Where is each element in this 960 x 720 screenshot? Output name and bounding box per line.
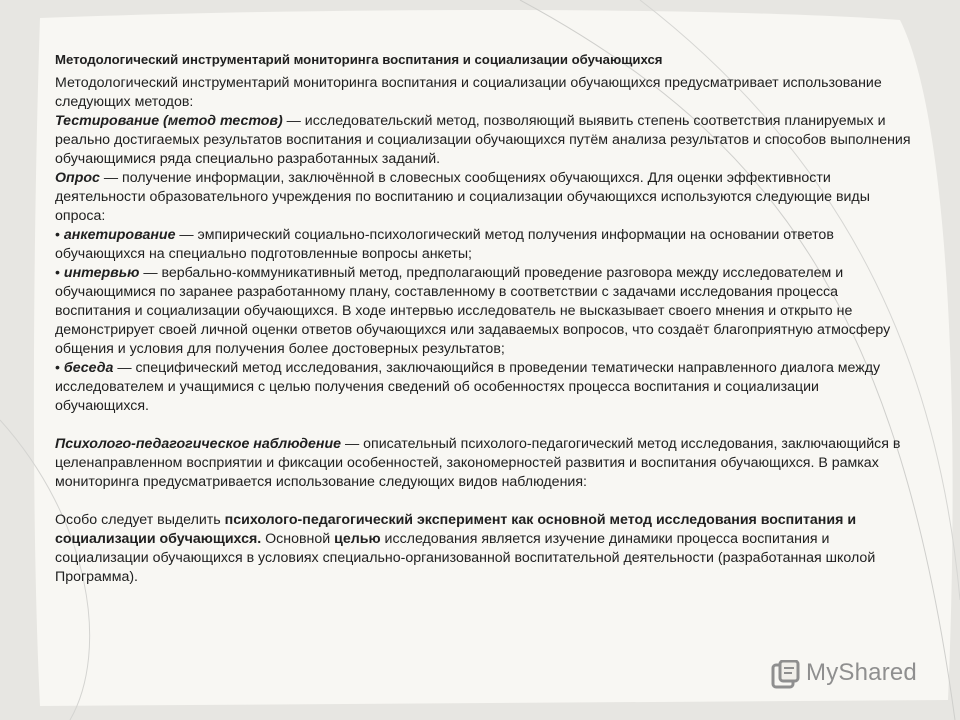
observation-text: — описательный психолого-педагогический метод исследования, заключающийся в целенаправленном восприятии и фиксации особенностей, закономерностей развития и воспитания обучающихся. В рамках мониторинга предусматривается использование следующих видов наблюдения: xyxy=(55,436,901,490)
myshared-logo xyxy=(770,656,930,696)
questionnaire-term: анкетирование xyxy=(63,227,176,243)
testing-paragraph xyxy=(55,112,915,169)
experiment-goal: целью xyxy=(334,531,381,547)
bullet: • xyxy=(55,227,64,243)
bullet: • xyxy=(55,265,64,281)
document-title: Методологический инструментарий мониторинга воспитания и социализации обучающихся xyxy=(55,52,663,67)
intro-paragraph xyxy=(55,74,915,112)
document-body xyxy=(55,50,915,587)
testing-text: — исследовательский метод, позволяющий выявить степень соответствия планируемых и реально достигаемых результатов воспитания и социализации обучающихся путём анализа результатов и способов выполнения обучающимися ряда специально разработанных заданий. xyxy=(55,113,911,167)
intro-text: Методологический инструментарий мониторинга воспитания и социализации обучающихся предусматривает использование следующих методов: xyxy=(55,75,882,110)
experiment-lead: Особо следует выделить xyxy=(55,512,225,528)
questionnaire-text: — эмпирический социально-психологический метод получения информации на основании ответов обучающихся на специально подготовленные вопросы анкеты; xyxy=(55,227,834,262)
list-item-questionnaire xyxy=(55,226,915,264)
survey-term: Опрос xyxy=(55,170,100,186)
survey-paragraph xyxy=(55,169,915,226)
conversation-text: — специфический метод исследования, заключающийся в проведении тематически направленного диалога между исследователем и учащимися с целью получения сведений об особенностях процесса воспитания и социализации обучающихся. xyxy=(55,360,881,414)
experiment-bold: психолого-педагогический эксперимент как основной метод исследования воспитания и социализации обучающихся. xyxy=(55,512,857,547)
testing-term: Тестирование (метод тестов) xyxy=(55,113,283,129)
list-item-interview xyxy=(55,264,915,359)
logo-text: MyShared xyxy=(806,659,917,686)
paragraph-gap xyxy=(55,492,915,511)
bullet: • xyxy=(55,360,64,376)
survey-text: — получение информации, заключённой в словесных сообщениях обучающихся. Для оценки эффективности деятельности образовательного учреждения по воспитанию и социализации обучающихся используются следующие виды опроса: xyxy=(55,170,870,224)
observation-term: Психолого-педагогическое наблюдение xyxy=(55,436,342,452)
logo-icon xyxy=(770,660,802,692)
list-item-conversation xyxy=(55,359,915,416)
conversation-term: беседа xyxy=(63,360,114,376)
experiment-tail: исследования является изучение динамики процесса воспитания и социализации обучающихся в условиях специально-организованной воспитательной деятельности (разработанная школой Программа). xyxy=(55,531,876,585)
observation-paragraph xyxy=(55,435,915,492)
paragraph-gap xyxy=(55,416,915,435)
experiment-paragraph xyxy=(55,511,915,587)
interview-text: — вербально-коммуникативный метод, предполагающий проведение разговора между исследователем и обучающимися по заранее разработанному плану, составленному в соответствии с задачами исследования процесса воспитания и социализации обучающихся. В ходе интервью исследователь не высказывает своего мнения и открыто не демонстрирует своей личной оценки ответов обучающихся или задаваемых вопросов, что создаёт благоприятную атмосферу общения и условия для получения более достоверных результатов; xyxy=(55,265,891,357)
interview-term: интервью xyxy=(63,265,140,281)
experiment-mid: Основной xyxy=(261,531,335,547)
